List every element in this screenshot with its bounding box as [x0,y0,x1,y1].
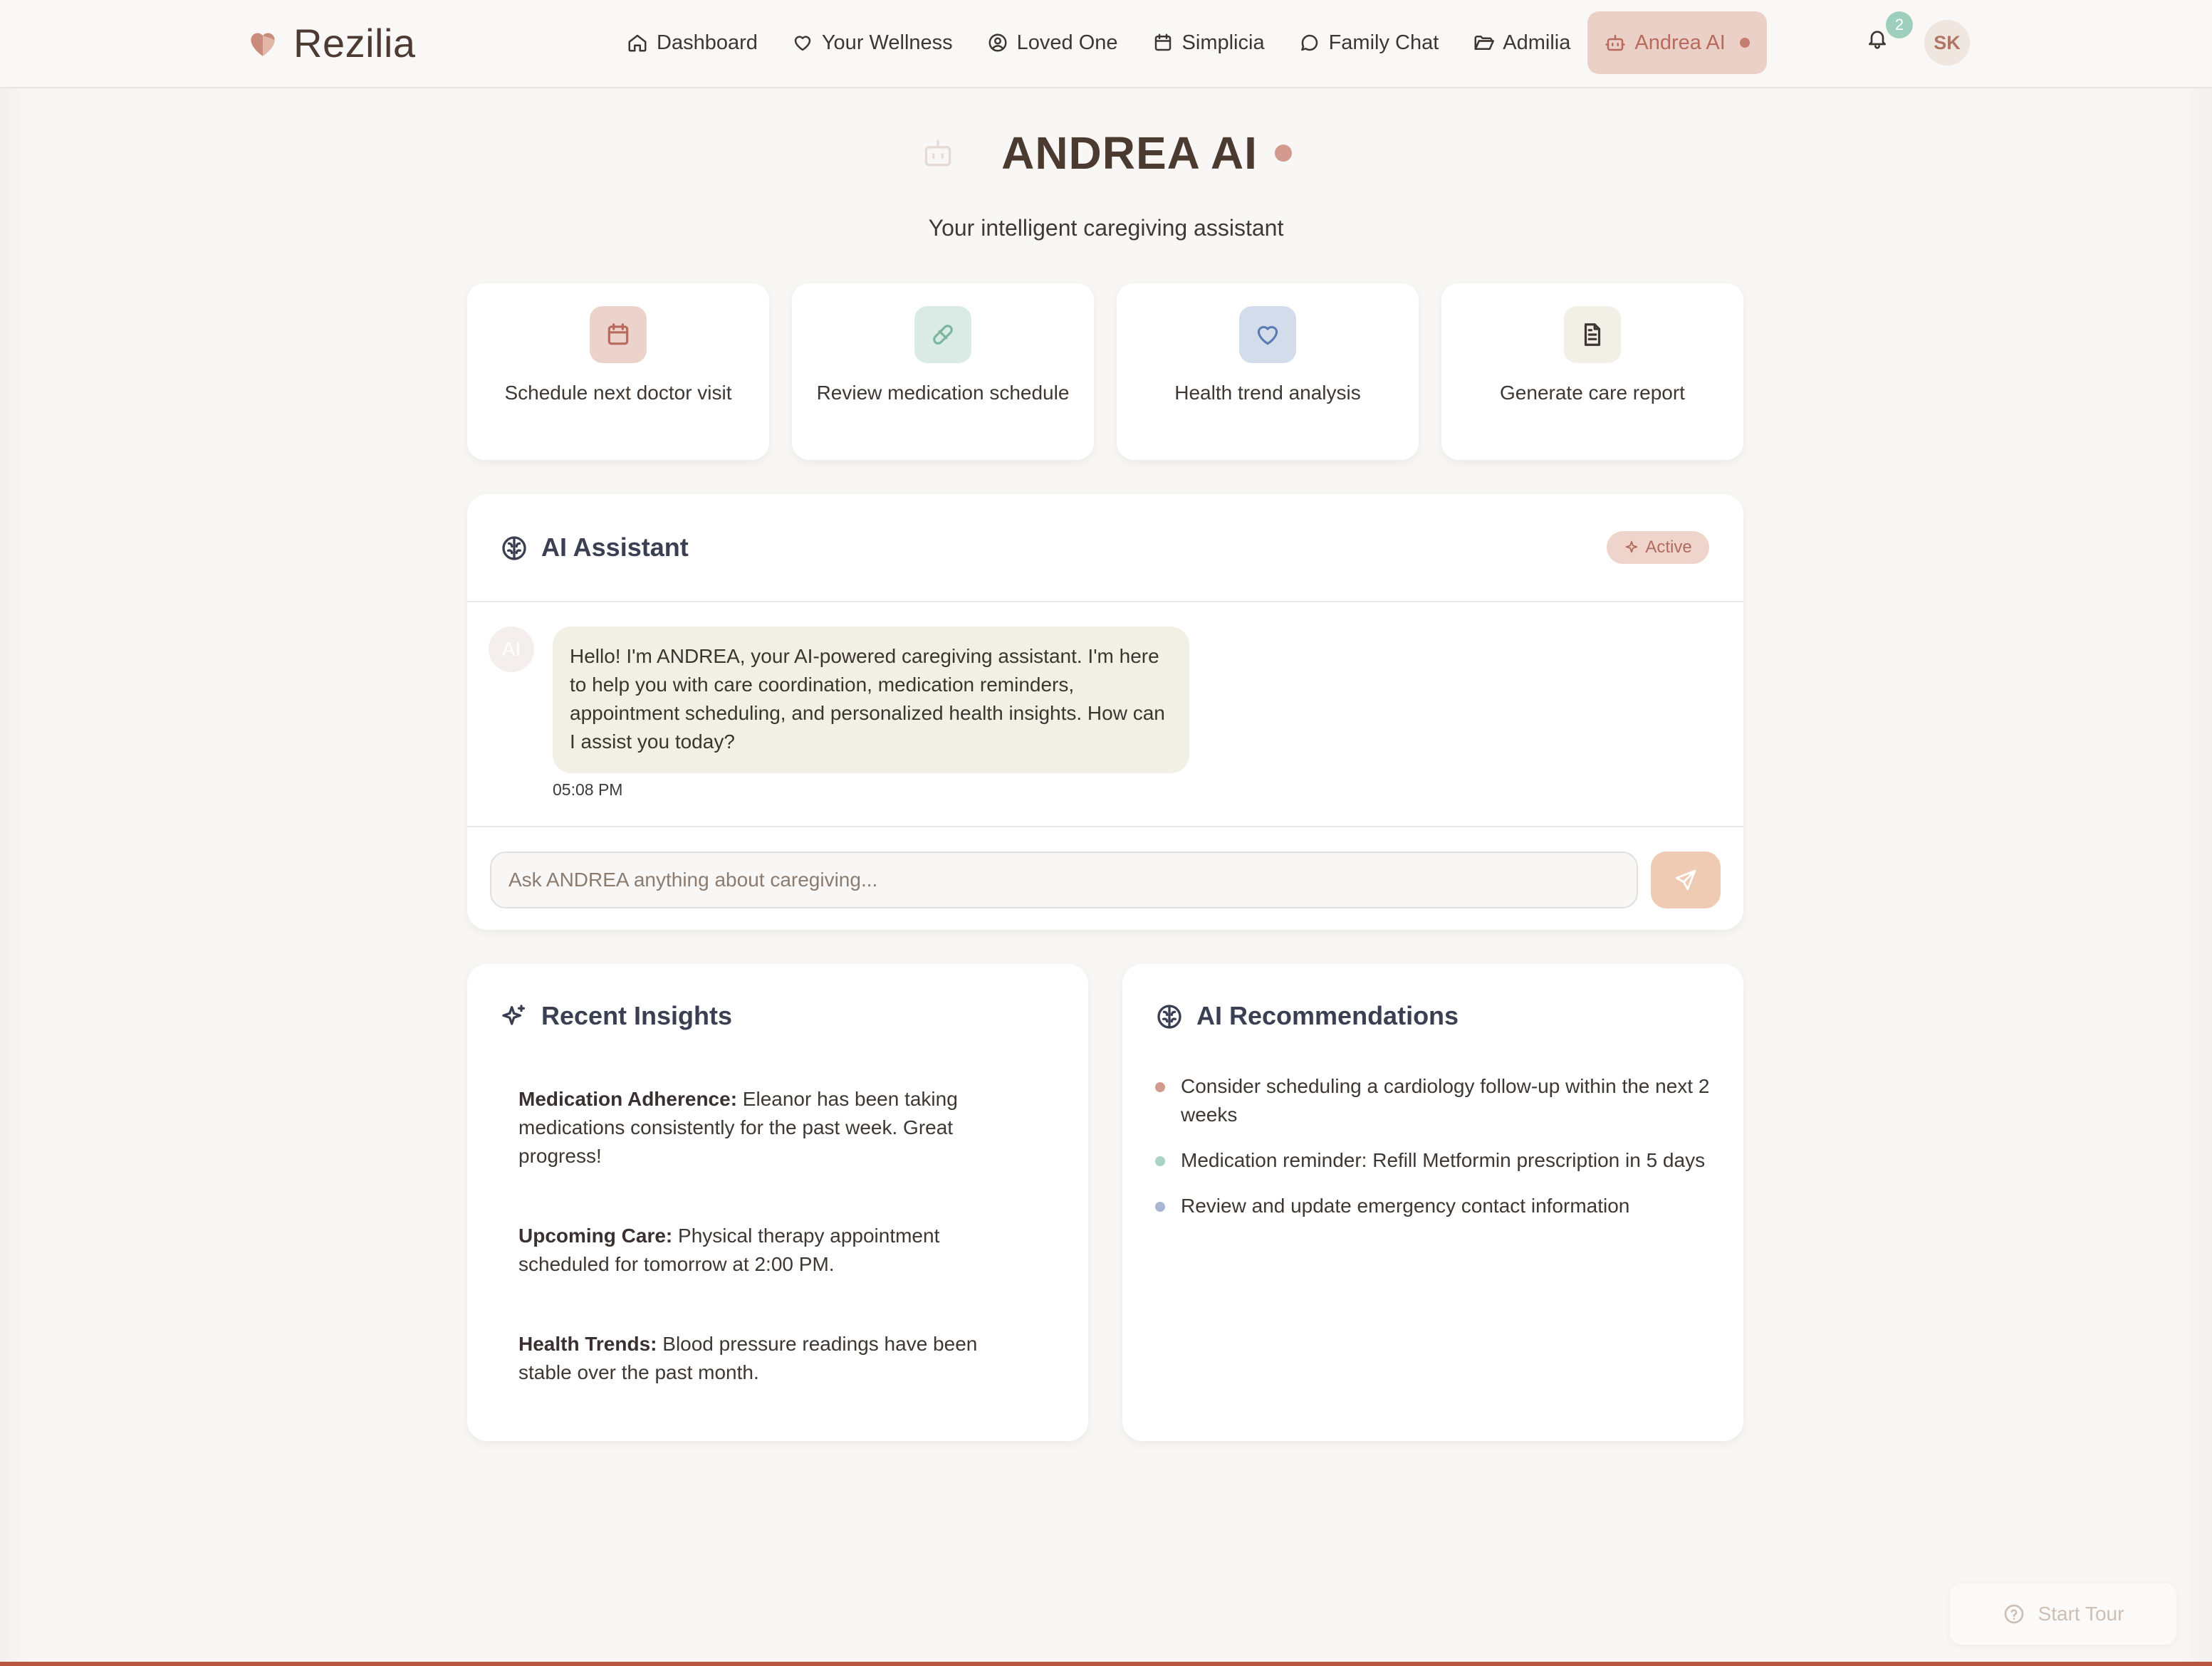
page-subtitle: Your intelligent caregiving assistant [928,215,1284,241]
quick-action-label: Generate care report [1500,382,1685,404]
document-icon [1579,321,1606,348]
robot-icon [1605,32,1626,53]
nav-loved-one[interactable] [970,11,1135,74]
nav-dashboard[interactable] [610,11,775,74]
brain-icon [500,534,528,562]
recent-insights-card [467,964,1088,1441]
nav-label: Simplicia [1181,31,1265,54]
user-circle-icon [987,32,1008,53]
send-icon [1674,868,1698,892]
insight-label: Medication Adherence: [518,1088,738,1110]
status-badge-label: Active [1645,538,1692,557]
calendar-icon [605,321,632,348]
quick-action-icon-tile [914,306,971,363]
insight-item [518,1085,1031,1170]
bullet-dot [1155,1202,1165,1212]
nav-family-chat[interactable] [1282,11,1456,74]
nav-label: Family Chat [1328,31,1439,54]
nav-label: Dashboard [657,31,758,54]
page-title: ANDREA AI [1001,127,1258,179]
chat-bubble-icon [1299,32,1320,53]
quick-action-review-medication[interactable] [792,283,1094,460]
send-button[interactable] [1651,852,1721,908]
home-icon [627,32,648,53]
quick-action-health-trend[interactable] [1117,283,1419,460]
insight-text: Eleanor has been taking medications consistently for the past week. Great progress! [518,1088,958,1167]
heart-icon [1254,321,1281,348]
quick-action-icon-tile [590,306,647,363]
status-badge [1607,531,1709,564]
ai-assistant-panel [467,494,1743,930]
nav-label: Admilia [1503,31,1571,54]
sparkle-icon [500,1002,528,1031]
nav-label: Loved One [1016,31,1118,54]
logo[interactable] [245,20,416,66]
assistant-avatar: AI [489,627,534,672]
hero-title-row [0,127,2212,179]
quick-action-label: Health trend analysis [1174,382,1361,404]
chat-input[interactable] [490,852,1638,908]
notification-count-badge: 2 [1886,11,1913,38]
status-dot [1275,145,1292,162]
insight-label: Health Trends: [518,1333,657,1355]
bottom-accent-line [0,1662,2212,1666]
recommendation-text: Medication reminder: Refill Metformin prescription in 5 days [1181,1149,1706,1171]
user-avatar[interactable]: SK [1924,20,1970,66]
insight-text: Physical therapy appointment scheduled for tomorrow at 2:00 PM. [518,1225,940,1275]
card-title: Recent Insights [541,1001,733,1030]
robot-icon [920,135,956,171]
main-nav [610,11,1767,74]
pill-icon [929,321,956,348]
bell-icon [1866,27,1889,50]
ai-recommendations-card [1122,964,1743,1441]
chat-title: AI Assistant [541,533,689,562]
chat-composer [467,826,1743,930]
quick-action-label: Schedule next doctor visit [504,382,732,404]
insight-item [518,1222,1031,1279]
nav-your-wellness[interactable] [775,11,970,74]
nav-label: Andrea AI [1634,31,1726,54]
bullet-dot [1155,1082,1165,1092]
top-navigation-bar [0,0,2212,88]
heart-icon [792,32,813,53]
recommendation-item [1155,1146,1718,1175]
quick-action-label: Review medication schedule [816,382,1070,404]
nav-label: Your Wellness [821,31,953,54]
nav-andrea-ai[interactable] [1587,11,1766,74]
start-tour-button[interactable] [1950,1583,2176,1645]
message-timestamp: 05:08 PM [553,780,623,799]
heart-logo-icon [245,25,281,61]
folder-icon [1473,32,1494,53]
assistant-message: Hello! I'm ANDREA, your AI-powered caregiving assistant. I'm here to help you with care coordination, medication reminders, appointment scheduling, and personalized health insights. How can I assist you today? [553,627,1189,773]
app-name: Rezilia [293,20,416,66]
sparkle-icon [1624,540,1639,555]
insight-text: Blood pressure readings have been stable over the past month. [518,1333,978,1383]
quick-action-icon-tile [1564,306,1621,363]
active-indicator-dot [1740,38,1750,48]
quick-action-schedule-visit[interactable] [467,283,769,460]
insight-item [518,1330,1031,1387]
nav-simplicia[interactable] [1135,11,1282,74]
bullet-dot [1155,1156,1165,1166]
quick-action-icon-tile [1239,306,1296,363]
recommendation-item [1155,1072,1718,1129]
recommendation-text: Review and update emergency contact information [1181,1195,1630,1217]
help-circle-icon [2003,1603,2025,1625]
chat-header [467,494,1743,602]
card-title: AI Recommendations [1196,1001,1459,1030]
calendar-icon [1152,32,1174,53]
insight-label: Upcoming Care: [518,1225,673,1247]
start-tour-label: Start Tour [2038,1603,2124,1625]
recommendation-text: Consider scheduling a cardiology follow-up within the next 2 weeks [1181,1075,1710,1126]
recommendation-item [1155,1192,1718,1220]
quick-action-generate-report[interactable] [1441,283,1743,460]
nav-admilia[interactable] [1456,11,1587,74]
brain-icon [1155,1002,1184,1031]
